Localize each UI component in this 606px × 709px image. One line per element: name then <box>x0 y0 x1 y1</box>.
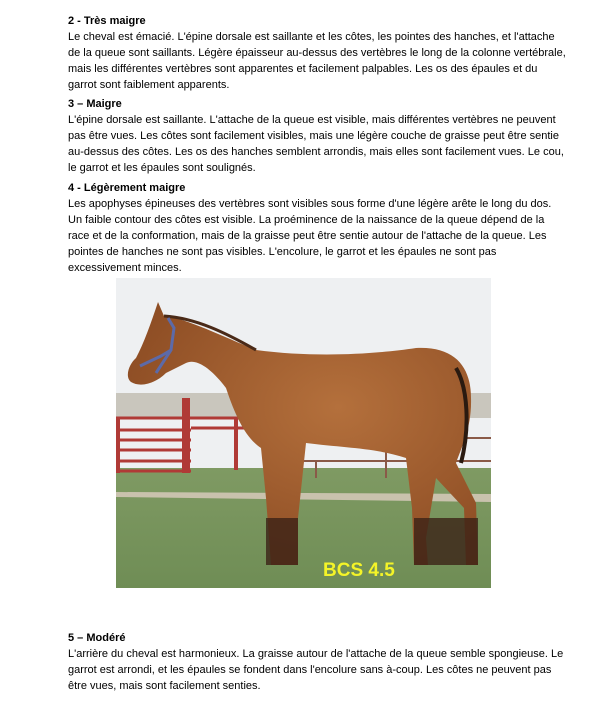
text-line: de la queue sont saillants. Légère épaisseur au-dessus des vertèbres le long de la colonne vertébrale, <box>68 47 566 59</box>
text-line: garrot sont faiblement apparents. <box>68 79 230 91</box>
section-heading: 5 – Modéré <box>68 632 126 644</box>
section-heading: 2 - Très maigre <box>68 15 146 27</box>
text-line: Le cheval est émacié. L'épine dorsale est saillante et les côtes, les pointes des hanches, et l'attache <box>68 31 555 43</box>
text-line: être vues, mais sont facilement senties. <box>68 680 261 692</box>
section-heading: 3 – Maigre <box>68 98 122 110</box>
text-line: au-dessus des côtes. Les os des hanches semblent arrondis, mais elles sont facilement vues. Le cou, <box>68 146 564 158</box>
text-line: pointes de hanches ne sont pas visibles. L'encolure, le garrot et les épaules ne sont pas <box>68 246 497 258</box>
text-line: race et de la conformation, mais de la graisse peut être sentie autour de l'attache de la queue. Les <box>68 230 547 242</box>
section-bcs-5 <box>68 630 564 694</box>
section-bcs-4 <box>68 180 552 276</box>
bcs-caption: BCS 4.5 <box>323 560 395 581</box>
text-line: mais les différentes vertèbres sont apparentes et facilement palpables. Les os des épaules et du <box>68 63 538 75</box>
text-line: L'arrière du cheval est harmonieux. La graisse autour de l'attache de la queue semble spongieuse. Le <box>68 648 564 660</box>
section-heading: 4 - Légèrement maigre <box>68 182 186 194</box>
horse-photo <box>116 278 491 588</box>
text-line: garrot est arrondi, et les épaules se fondent dans l'encolure sans à-coup. Les côtes ne peuvent pas <box>68 664 552 676</box>
text-line: pas être vues. Les côtes sont facilement visibles, mais une légère couche de graisse peut être sentie <box>68 130 559 142</box>
section-bcs-2 <box>68 13 566 93</box>
text-line: le garrot et les épaules sont soulignés. <box>68 162 256 174</box>
text-line: excessivement minces. <box>68 262 182 274</box>
text-line: Un faible contour des côtes est visible. La proéminence de la naissance de la queue dépend de la <box>68 214 545 226</box>
text-line: Les apophyses épineuses des vertèbres sont visibles sous forme d'une légère arête le long du dos. <box>68 198 552 210</box>
text-line: L'épine dorsale est saillante. L'attache de la queue est visible, mais différentes vertèbres ne peuvent <box>68 114 556 126</box>
section-bcs-3 <box>68 96 564 176</box>
